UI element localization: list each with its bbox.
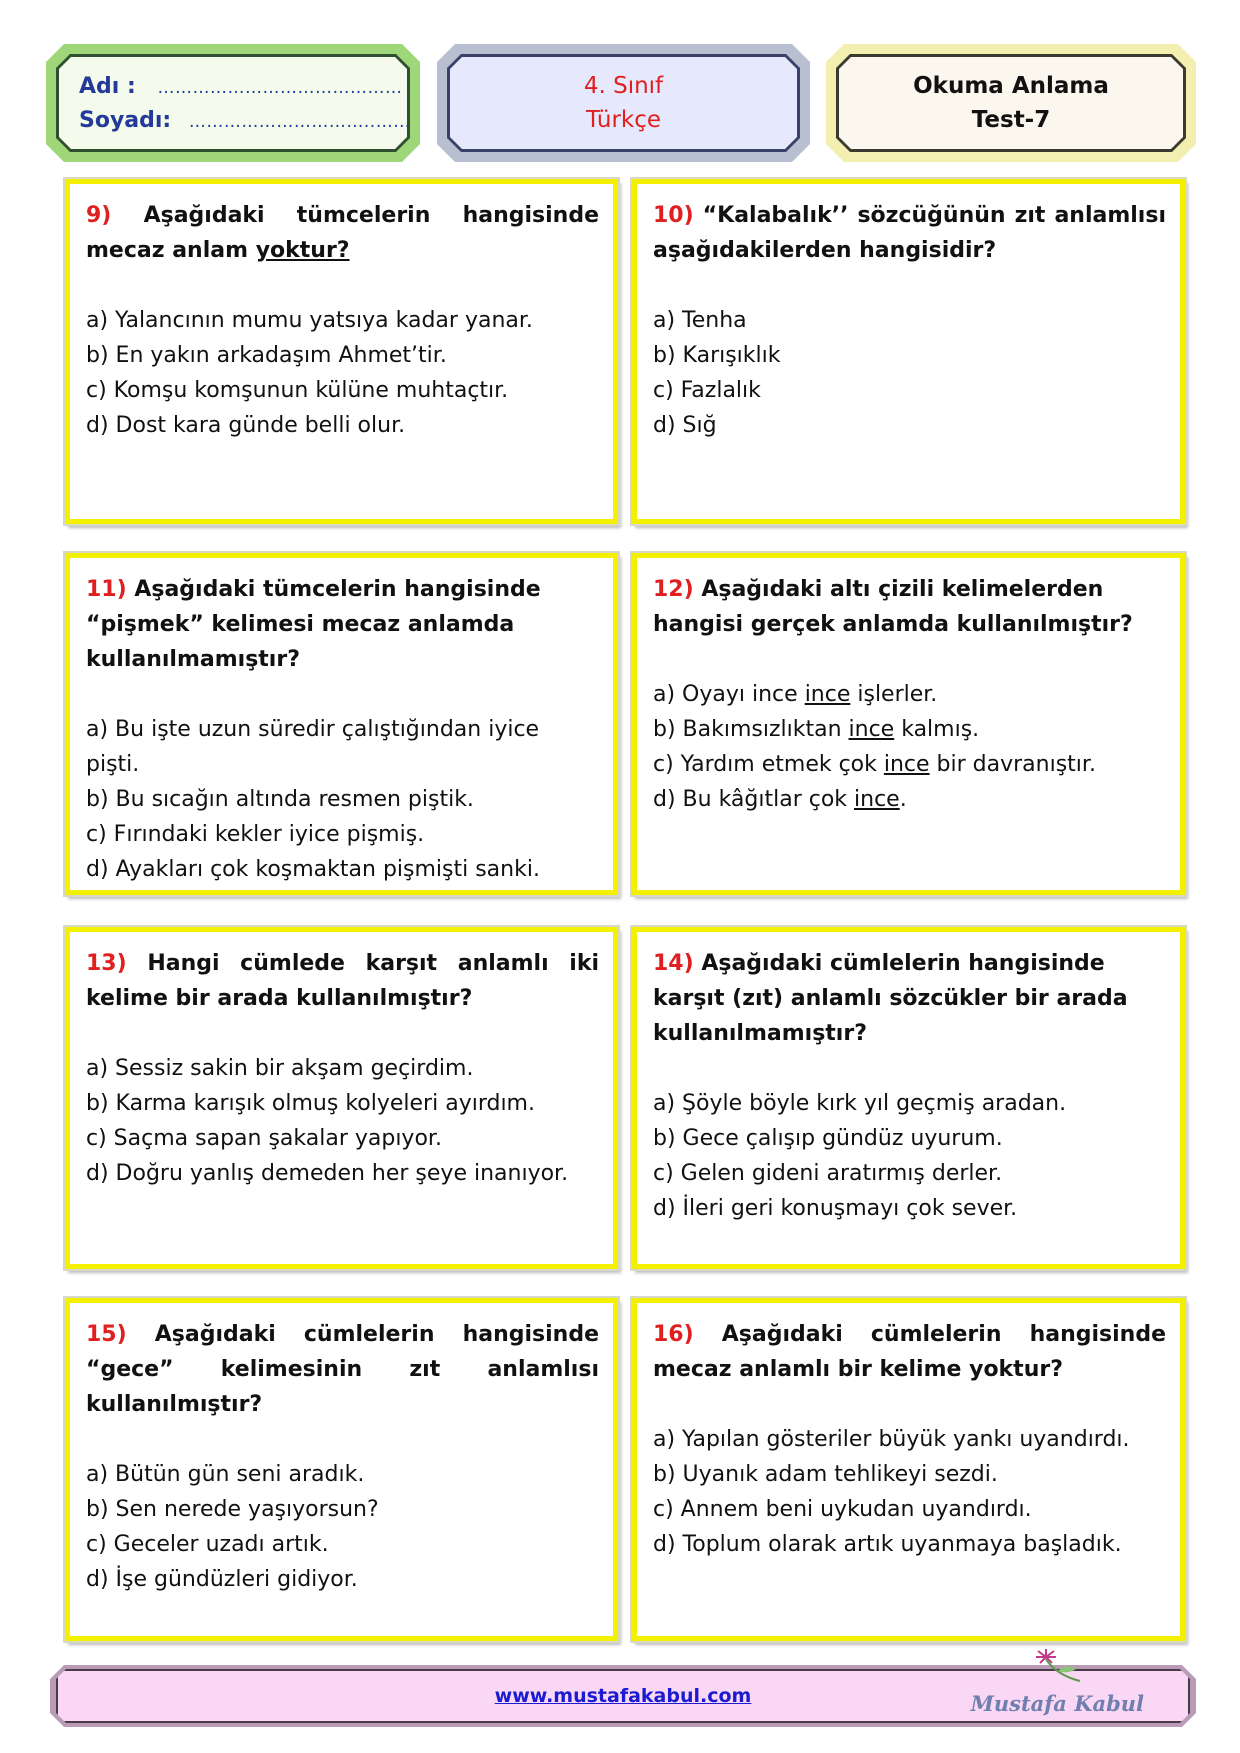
question-10 — [632, 179, 1185, 524]
author-signature: Mustafa Kabul — [970, 1691, 1144, 1716]
question-9 — [65, 179, 618, 524]
option-text: b) Bakımsızlıktan — [653, 717, 849, 742]
option-text-end: bir davranıştır. — [929, 752, 1096, 777]
option-c[interactable]: c) Komşu komşunun külüne muhtaçtır. — [86, 378, 509, 403]
surname-label: Soyadı: — [79, 108, 172, 133]
option-b[interactable]: b) Uyanık adam tehlikeyi sezdi. — [653, 1462, 998, 1487]
question-stem — [653, 198, 1166, 268]
question-14 — [632, 927, 1185, 1269]
name-label: Adı : — [79, 74, 136, 99]
question-number: 15) — [86, 1322, 127, 1347]
question-text-underlined: yoktur? — [255, 238, 350, 263]
option-a[interactable]: a) Bütün gün seni aradık. — [86, 1462, 365, 1487]
option-a[interactable]: a) Sessiz sakin bir akşam geçirdim. — [86, 1056, 474, 1081]
question-number: 11) — [86, 577, 127, 602]
option-text: a) Oyayı ince — [653, 682, 805, 707]
option-a[interactable]: a) Tenha — [653, 308, 747, 333]
name-field[interactable]: …………………………………… — [157, 78, 403, 98]
option-c[interactable]: c) Geceler uzadı artık. — [86, 1532, 329, 1557]
question-number: 13) — [86, 951, 127, 976]
option-b[interactable]: b) Gece çalışıp gündüz uyurum. — [653, 1126, 1003, 1151]
student-info-box — [46, 44, 420, 162]
underlined-word: ince — [883, 752, 930, 777]
option-text-end: kalmış. — [894, 717, 980, 742]
option-d[interactable]: d) Doğru yanlış demeden her şeye inanıyor. — [86, 1161, 569, 1186]
question-stem — [86, 946, 599, 1016]
question-number: 9) — [86, 203, 112, 228]
flower-logo-icon — [1018, 1647, 1088, 1695]
question-number: 12) — [653, 577, 694, 602]
question-number: 10) — [653, 203, 694, 228]
option-text: c) Yardım etmek çok — [653, 752, 884, 777]
option-b[interactable]: b) Sen nerede yaşıyorsun? — [86, 1497, 379, 1522]
option-a[interactable]: a) Yapılan gösteriler büyük yankı uyandırdı. — [653, 1427, 1130, 1452]
option-text-end: işlerler. — [850, 682, 938, 707]
option-d[interactable] — [653, 782, 1166, 817]
option-d[interactable]: d) Dost kara günde belli olur. — [86, 413, 406, 438]
topic-label: Okuma Anlama — [913, 73, 1109, 99]
question-number: 14) — [653, 951, 694, 976]
option-d[interactable]: d) Ayakları çok koşmaktan pişmişti sanki. — [86, 857, 540, 882]
question-text: Aşağıdaki cümlelerin hangisinde karşıt (zıt) anlamlı sözcükler bir arada kullanılmamıştır? — [653, 951, 1128, 1046]
option-a[interactable]: a) Bu işte uzun süredir çalıştığından iyice pişti. — [86, 717, 540, 777]
question-text: Aşağıdaki cümlelerin hangisinde “gece” kelimesinin zıt anlamlısı kullanılmıştır? — [86, 1322, 599, 1417]
class-info-box — [437, 44, 810, 162]
question-stem — [86, 198, 599, 268]
question-16 — [632, 1298, 1185, 1641]
option-c[interactable]: c) Saçma sapan şakalar yapıyor. — [86, 1126, 442, 1151]
option-d[interactable]: d) Toplum olarak artık uyanmaya başladık. — [653, 1532, 1122, 1557]
website-link[interactable]: www.mustafakabul.com — [494, 1685, 752, 1707]
option-b[interactable]: b) Bu sıcağın altında resmen piştik. — [86, 787, 474, 812]
question-stem — [86, 1317, 599, 1422]
option-a[interactable]: a) Şöyle böyle kırk yıl geçmiş aradan. — [653, 1091, 1067, 1116]
question-13 — [65, 927, 618, 1269]
option-b[interactable]: b) En yakın arkadaşım Ahmet’tir. — [86, 343, 447, 368]
option-c[interactable]: c) Fazlalık — [653, 378, 761, 403]
question-text: “Kalabalık’’ sözcüğünün zıt anlamlısı aşağıdakilerden hangisidir? — [653, 203, 1166, 263]
option-c[interactable]: c) Annem beni uykudan uyandırdı. — [653, 1497, 1032, 1522]
options-list — [653, 1422, 1166, 1562]
option-c[interactable]: c) Fırındaki kekler iyice pişmiş. — [86, 822, 425, 847]
underlined-word: ince — [804, 682, 851, 707]
option-b[interactable] — [653, 712, 1166, 747]
option-d[interactable]: d) İleri geri konuşmayı çok sever. — [653, 1196, 1018, 1221]
question-stem — [653, 572, 1166, 642]
grade-label: 4. Sınıf — [583, 73, 664, 99]
test-label: Test-7 — [971, 107, 1051, 133]
footer-bar — [50, 1665, 1196, 1727]
options-list — [86, 1051, 599, 1191]
option-d[interactable]: d) Sığ — [653, 413, 717, 438]
options-list — [653, 1086, 1166, 1226]
question-stem — [653, 1317, 1166, 1387]
option-c[interactable]: c) Gelen gideni aratırmış derler. — [653, 1161, 1003, 1186]
option-b[interactable]: b) Karışıklık — [653, 343, 781, 368]
question-11 — [65, 553, 618, 895]
surname-field[interactable]: …………………………..…… — [188, 112, 411, 132]
name-line — [79, 74, 402, 99]
test-info-box — [826, 44, 1196, 162]
underlined-word: ince — [848, 717, 895, 742]
option-a[interactable] — [653, 677, 1166, 712]
surname-line — [79, 108, 411, 133]
options-list — [86, 303, 599, 443]
options-list — [86, 1457, 599, 1597]
question-text: Aşağıdaki cümlelerin hangisinde mecaz anlamlı bir kelime yoktur? — [653, 1322, 1166, 1382]
underlined-word: ince — [854, 787, 900, 812]
option-c[interactable] — [653, 747, 1166, 782]
question-number: 16) — [653, 1322, 694, 1347]
option-text: d) Bu kâğıtlar çok — [653, 787, 855, 812]
question-15 — [65, 1298, 618, 1641]
option-b[interactable]: b) Karma karışık olmuş kolyeleri ayırdım. — [86, 1091, 535, 1116]
options-list — [653, 303, 1166, 443]
question-text: Hangi cümlede karşıt anlamlı iki kelime bir arada kullanılmıştır? — [86, 951, 599, 1011]
option-text-end: . — [899, 787, 907, 812]
options-list — [86, 712, 599, 887]
question-12 — [632, 553, 1185, 895]
question-text: Aşağıdaki tümcelerin hangisinde mecaz anlam — [86, 203, 599, 263]
question-text: Aşağıdaki altı çizili kelimelerden hangisi gerçek anlamda kullanılmıştır? — [653, 577, 1133, 637]
option-a[interactable]: a) Yalancının mumu yatsıya kadar yanar. — [86, 308, 533, 333]
subject-label: Türkçe — [585, 107, 662, 133]
options-list — [653, 677, 1166, 817]
question-stem — [653, 946, 1166, 1051]
question-text: Aşağıdaki tümcelerin hangisinde “pişmek” kelimesi mecaz anlamda kullanılmamıştır? — [86, 577, 541, 672]
question-stem — [86, 572, 599, 677]
option-d[interactable]: d) İşe gündüzleri gidiyor. — [86, 1567, 358, 1592]
